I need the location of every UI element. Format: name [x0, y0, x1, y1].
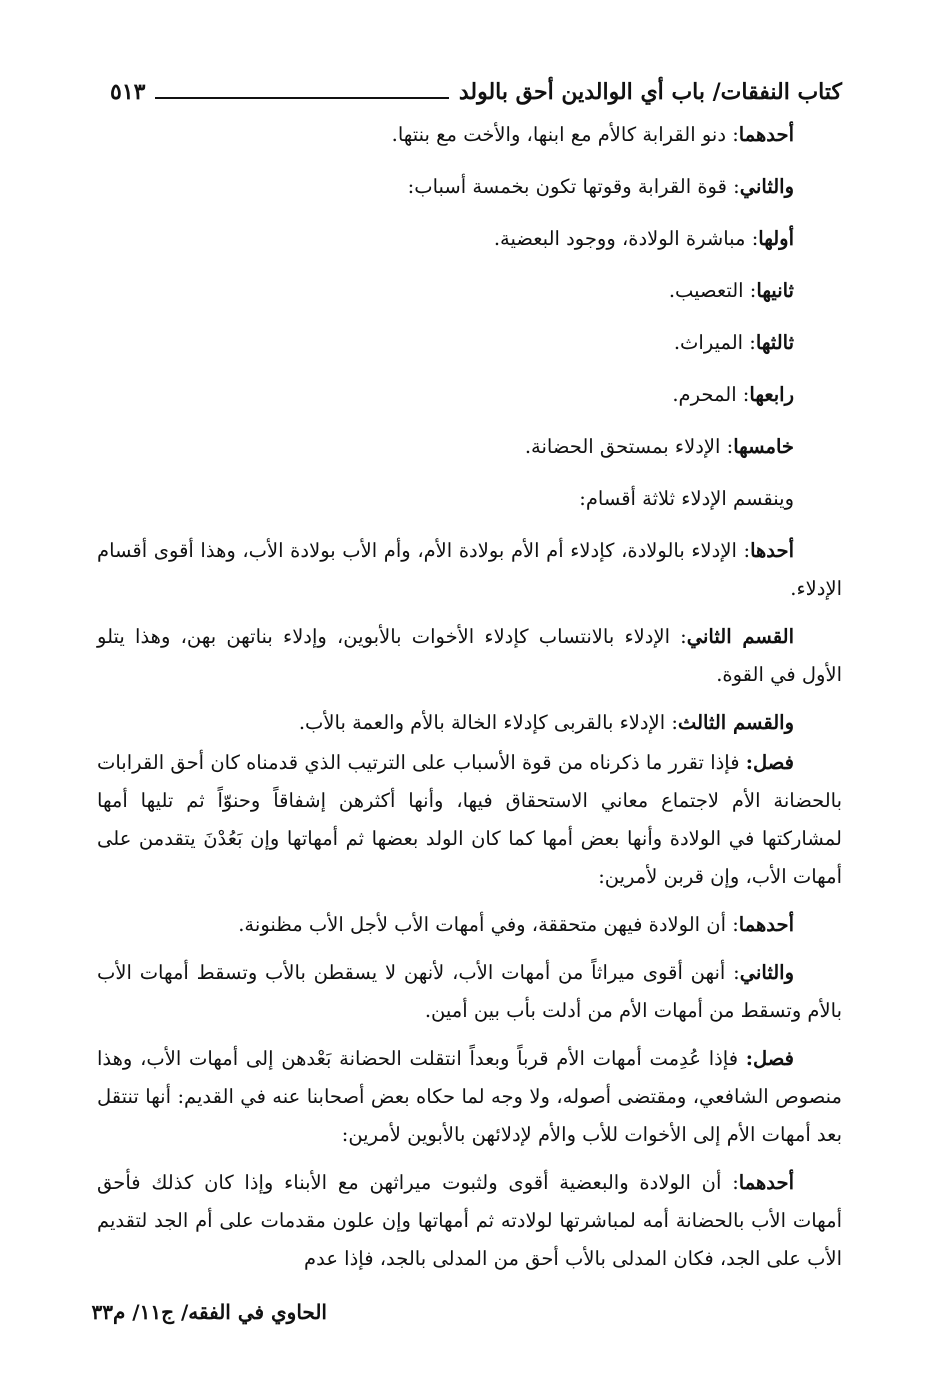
paragraph-label: والثاني	[739, 175, 794, 198]
paragraph-text: : الإدلاء بمستحق الحضانة.	[524, 435, 734, 458]
paragraph-label: ثالثها	[755, 331, 794, 354]
running-title: كتاب النفقات/ باب أي الوالدين أحق بالولد	[458, 79, 842, 105]
paragraph-13	[97, 906, 842, 944]
paragraph-text: : مباشرة الولادة، ووجود البعضية.	[493, 227, 759, 250]
volume-footer: الحاوي في الفقه/ ج١١/ م٣٣	[91, 1300, 327, 1324]
paragraph-4	[97, 272, 842, 310]
paragraph-label: والقسم الثالث	[677, 711, 794, 734]
paragraph-label: أولها	[758, 227, 794, 250]
paragraph-6	[97, 376, 842, 414]
paragraph-label: رابعها	[749, 383, 794, 406]
paragraph-8	[97, 480, 842, 518]
paragraph-text: وينقسم الإدلاء ثلاثة أقسام:	[579, 487, 794, 510]
paragraph-text: : قوة القرابة وقوتها تكون بخمسة أسباب:	[407, 175, 740, 198]
paragraph-text: : دنو القرابة كالأم مع ابنها، والأخت مع بنتها.	[391, 123, 739, 146]
paragraph-text: : الإدلاء بالولادة، كإدلاء أم الأم بولادة الأم، وأم الأب بولادة الأب، وهذا أقوى أقسام الإدلاء.	[97, 539, 842, 600]
paragraph-text: فإذا عُدِمت أمهات الأم قرباً وبعداً انتقلت الحضانة بَعْدهن إلى أمهات الأب، وهذا منصوص الشافعي، ومقتضى أصوله، ولا وجه لما حكاه بعض أصحابنا عنه في القديم: أنها تنتقل بعد أمهات الأم إلى الأخوات للأب والأم لإدلائهن بالأبوين لأمرين:	[97, 1047, 842, 1146]
paragraph-label: أحدهما	[738, 123, 794, 146]
paragraph-label: أحدهما	[738, 1171, 794, 1194]
page-body	[97, 116, 842, 1288]
paragraph-label: أحدهما	[738, 913, 794, 936]
paragraph-15	[97, 1040, 842, 1154]
paragraph-text: : المحرم.	[672, 383, 750, 406]
paragraph-2	[97, 168, 842, 206]
paragraph-7	[97, 428, 842, 466]
paragraph-label: أحدها	[750, 539, 794, 562]
paragraph-text: : أن الولادة والبعضية أقوى ولثبوت ميراثهن مع الأبناء وإذا كان كذلك فأحق أمهات الأب بالحضانة أمه لمباشرتها لولادته ثم أمهاتها وإن علون مقدمات على أم الجد لتقديم الأب على الجد، فكان المدلى بالأب أحق من المدلى بالجد، فإذا عدم	[97, 1171, 842, 1270]
paragraph-text: : الإدلاء بالانتساب كإدلاء الأخوات بالأبوين، وإدلاء بناتهن بهن، وهذا يتلو الأول في القوة.	[97, 625, 842, 686]
paragraph-9	[97, 532, 842, 608]
header-rule	[155, 97, 448, 99]
paragraph-label: القسم الثاني	[686, 625, 794, 648]
paragraph-text: : الميراث.	[673, 331, 756, 354]
paragraph-14	[97, 954, 842, 1030]
page-number: ٥١٣	[110, 79, 146, 105]
paragraph-label: ثانيها	[756, 279, 794, 302]
paragraph-11	[97, 704, 842, 742]
paragraph-10	[97, 618, 842, 694]
paragraph-label: والثاني	[739, 961, 794, 984]
paragraph-5	[97, 324, 842, 362]
paragraph-16	[97, 1164, 842, 1278]
paragraph-3	[97, 220, 842, 258]
paragraph-label: خامسها	[733, 435, 794, 458]
paragraph-text: فإذا تقرر ما ذكرناه من قوة الأسباب على الترتيب الذي قدمناه كان أحق القرابات بالحضانة الأم لاجتماع معاني الاستحقاق فيها، وأنها أكثرهن إشفاقاً وحنوّاً ثم تليها أمها لمشاركتها في الولادة وأنها بعض أمها كما كان الولد بعضها ثم أمهاتها وإن بَعُدْنَ يتقدمن على أمهات الأب، وإن قربن لأمرين:	[97, 751, 842, 888]
paragraph-12	[97, 744, 842, 896]
paragraph-text: : التعصيب.	[668, 279, 757, 302]
paragraph-1	[97, 116, 842, 154]
paragraph-label: فصل:	[745, 751, 794, 774]
paragraph-text: : أنهن أقوى ميراثاً من أمهات الأب، لأنهن لا يسقطن بالأب وتسقط أمهات الأب بالأم وتسقط من أمهات الأم من أدلت بأب بين أمين.	[97, 961, 842, 1022]
paragraph-text: : الإدلاء بالقربى كإدلاء الخالة بالأم والعمة بالأب.	[298, 711, 678, 734]
running-header	[110, 72, 842, 112]
paragraph-label: فصل:	[745, 1047, 794, 1070]
paragraph-text: : أن الولادة فيهن متحققة، وفي أمهات الأب لأجل الأب مظنونة.	[238, 913, 739, 936]
